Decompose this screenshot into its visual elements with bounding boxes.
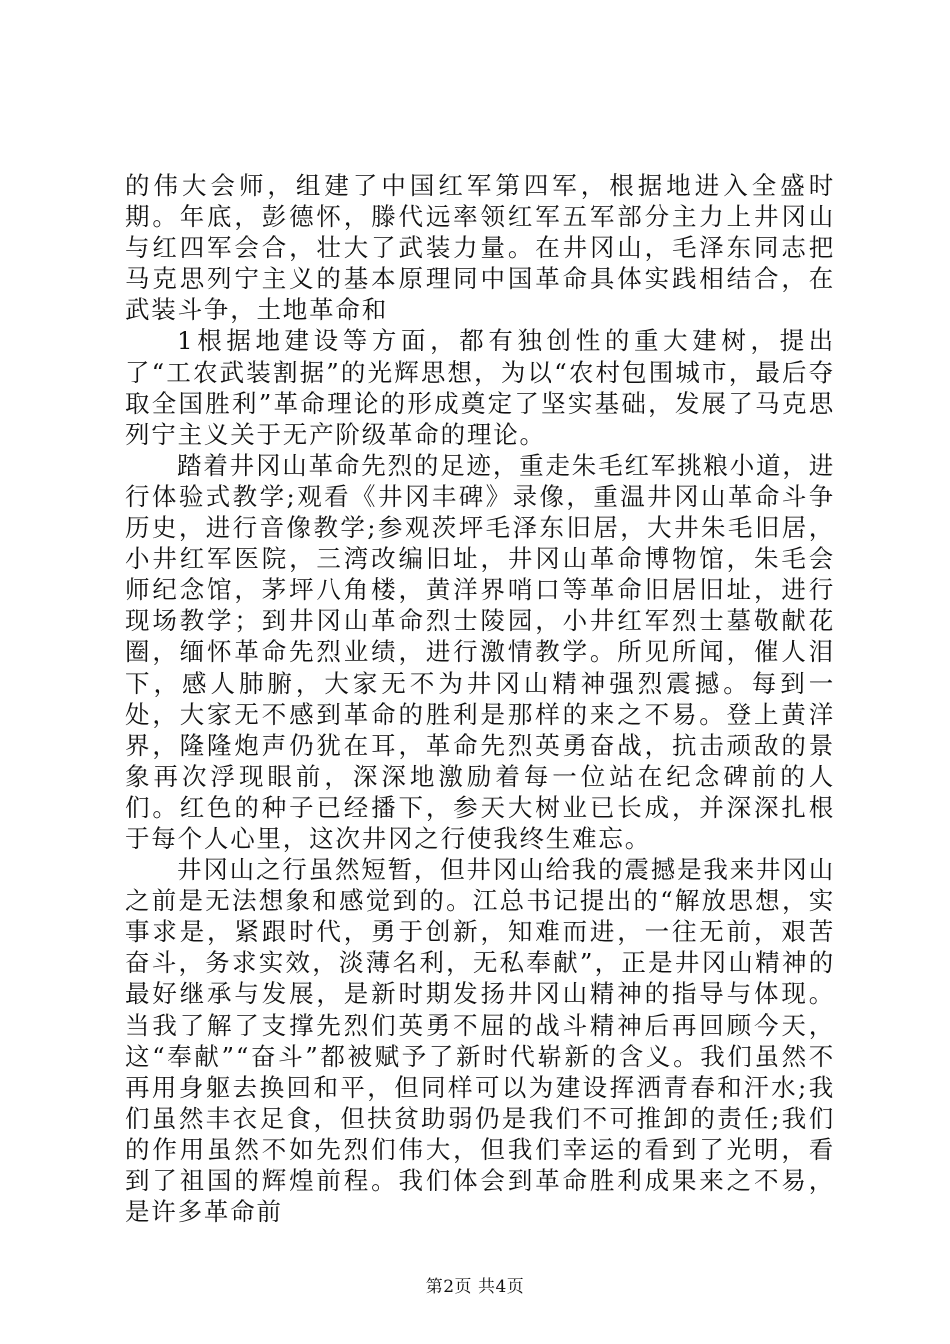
paragraph-base-building: 1根据地建设等方面，都有独创性的重大建树，提出了“工农武装割据”的光辉思想，为以“农村包围城市，最后夺取全国胜利”革命理论的形成奠定了坚实基础，发展了马克思列宁主义关于无产阶级革命的理论。 [125, 326, 835, 449]
page-number-label: 第2页 共4页 [425, 1277, 525, 1297]
page-footer [0, 1275, 950, 1299]
paragraph-reflection: 井冈山之行虽然短暂，但井冈山给我的震撼是我来井冈山之前是无法想象和感觉到的。江总书记提出的“解放思想，实事求是，紧跟时代，勇于创新，知难而进，一往无前，艰苦奋斗，务求实效，淡薄名利，无私奉献”，正是井冈山精神的最好继承与发展，是新时期发扬井冈山精神的指导与体现。当我了解了支撑先烈们英勇不屈的战斗精神后再回顾今天，这“奉献”“奋斗”都被赋予了新时代崭新的含义。我们虽然不再用身躯去换回和平，但同样可以为建设挥洒青春和汗水;我们虽然丰衣足食，但扶贫助弱仍是我们不可推卸的责任;我们的作用虽然不如先烈们伟大，但我们幸运的看到了光明，看到了祖国的辉煌前程。我们体会到革命胜利成果来之不易，是许多革命前 [125, 855, 835, 1227]
paragraph-continuation: 的伟大会师，组建了中国红军第四军，根据地进入全盛时期。年底，彭德怀，滕代远率领红军五军部分主力上井冈山与红四军会合，壮大了武装力量。在井冈山，毛泽东同志把马克思列宁主义的基本原理同中国革命具体实践相结合，在武装斗争，土地革命和 [125, 171, 835, 325]
paragraph-red-tour: 踏着井冈山革命先烈的足迹，重走朱毛红军挑粮小道，进行体验式教学;观看《井冈丰碑》录像，重温井冈山革命斗争历史，进行音像教学;参观茨坪毛泽东旧居，大井朱毛旧居，小井红军医院，三湾改编旧址，井冈山革命博物馆，朱毛会师纪念馆，茅坪八角楼，黄洋界哨口等革命旧居旧址，进行现场教学；到井冈山革命烈士陵园，小井红军烈士墓敬献花圈，缅怀革命先烈业绩，进行激情教学。所见所闻，催人泪下，感人肺腑，大家无不为井冈山精神强烈震撼。每到一处，大家无不感到革命的胜利是那样的来之不易。登上黄洋界，隆隆炮声仍犹在耳，革命先烈英勇奋战，抗击顽敌的景象再次浮现眼前，深深地激励着每一位站在纪念碑前的人们。红色的种子已经播下，参天大树业已长成，并深深扎根于每个人心里，这次井冈之行使我终生难忘。 [125, 450, 835, 853]
document-body [125, 170, 835, 1227]
